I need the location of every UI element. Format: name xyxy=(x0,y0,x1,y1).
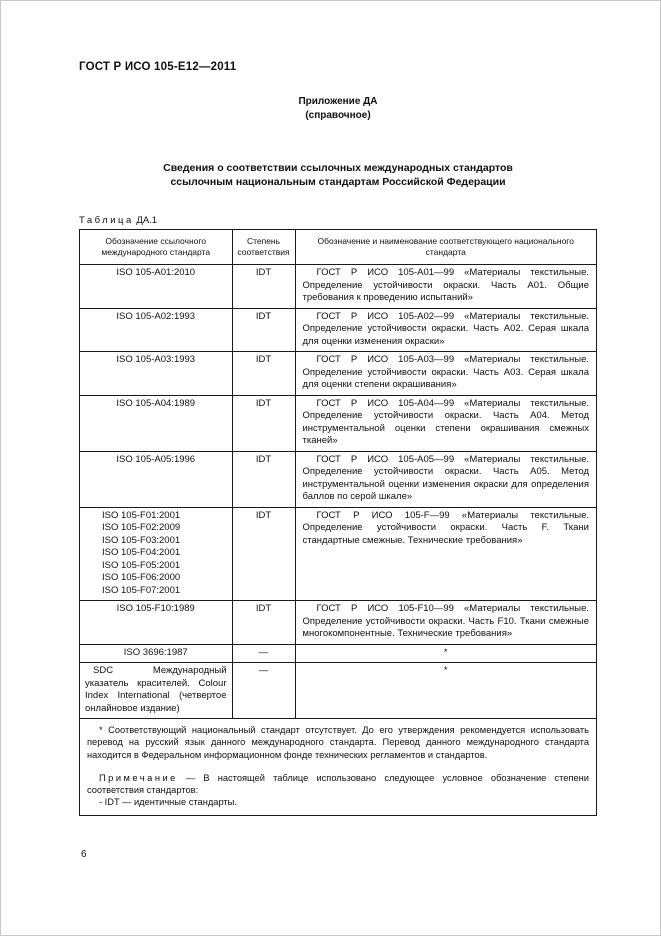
table-row xyxy=(80,265,596,309)
header-national-standard: Обозначение и наименование соответствующего национального стандарта xyxy=(295,230,596,265)
document-title xyxy=(79,161,597,189)
international-standard-cell xyxy=(80,451,232,507)
header-degree: Степень соответствия xyxy=(232,230,295,265)
standard-designation: ISO 105-F10:1989 xyxy=(116,603,195,614)
table-body xyxy=(80,265,596,719)
national-standard-cell: ГОСТ Р ИСО 105-F10—99 «Материалы текстильные. Определение устойчивости окраски. Часть F10. Ткани смежные многокомпонентные. Технические требования» xyxy=(295,601,596,645)
standard-designation: ISO 105-F03:2001 xyxy=(102,534,181,546)
page-content xyxy=(79,61,597,816)
doc-code: ГОСТ Р ИСО 105-Е12—2011 xyxy=(79,61,237,73)
degree-cell: IDT xyxy=(232,352,295,396)
standard-designation: ISO 105-A04:1989 xyxy=(116,397,196,409)
standard-designation: SDC Международный указатель красителей. Colour Index International (четвертое онлайновое издание) xyxy=(85,665,227,714)
international-standard-cell xyxy=(80,507,232,601)
international-standard-cell xyxy=(80,265,232,309)
standards-table xyxy=(80,230,596,719)
standard-designation: ISO 105-F07:2001 xyxy=(102,584,181,596)
standard-designation: ISO 3696:1987 xyxy=(123,646,188,658)
standard-designation: ISO 105-A01:2010 xyxy=(116,267,196,278)
international-standard-cell xyxy=(80,601,232,645)
national-standard-cell: ГОСТ Р ИСО 105-А03—99 «Материалы текстильные. Определение устойчивости окраски. Часть А03. Серая шкала для оценки степени окрашивания» xyxy=(295,352,596,396)
degree-cell: IDT xyxy=(232,451,295,507)
table-row xyxy=(80,308,596,352)
degree-cell: IDT xyxy=(232,308,295,352)
standard-designation: ISO 105-A03:1993 xyxy=(116,354,196,365)
standard-designation: ISO 105-F01:2001 xyxy=(102,509,181,521)
national-standard-cell: ГОСТ Р ИСО 105-А02—99 «Материалы текстильные. Определение устойчивости окраски. Часть А02. Серая шкала для оценки изменения окраски» xyxy=(295,308,596,352)
table-caption-number: ДА.1 xyxy=(136,215,158,226)
degree-cell: IDT xyxy=(232,601,295,645)
table-row xyxy=(80,451,596,507)
standard-designation: ISO 105-F05:2001 xyxy=(102,559,181,571)
standard-designation: ISO 105-F02:2009 xyxy=(102,522,181,533)
annex-heading xyxy=(79,95,597,123)
standards-table-frame xyxy=(79,229,597,816)
standard-designation: ISO 105-F06:2000 xyxy=(102,572,181,583)
national-standard-cell: ГОСТ Р ИСО 105-А05—99 «Материалы текстильные. Определение устойчивости окраски. Часть А05. Метод инструментальной оценки изменения окраски для определения баллов по серой шкале» xyxy=(295,451,596,507)
table-row xyxy=(80,601,596,645)
table-footnotes xyxy=(80,719,596,815)
document-title-line1: Сведения о соответствии ссылочных международных стандартов xyxy=(163,162,513,174)
note-paragraph xyxy=(87,772,589,797)
annex-title: Приложение ДА xyxy=(298,96,378,107)
asterisk-footnote: * Соответствующий национальный стандарт отсутствует. До его утверждения рекомендуется использовать перевод на русский язык данного международного стандарта. Перевод данного международного стандарта находится в Федеральном информационном фонде технических регламентов и стандартов. xyxy=(87,725,589,760)
note-text: — В настоящей таблице использовано следующее условное обозначение степени соответствия стандартов: xyxy=(87,772,589,796)
degree-cell: IDT xyxy=(232,395,295,451)
document-title-line2: ссылочным национальным стандартам Российской Федерации xyxy=(170,176,506,188)
international-standard-cell xyxy=(80,644,232,663)
national-standard-cell: ГОСТ Р ИСО 105-F—99 «Материалы текстильные. Определение устойчивости окраски. Часть F. Ткани стандартные смежные. Технические требования» xyxy=(295,507,596,601)
national-standard-cell: * xyxy=(295,663,596,719)
note-item: - IDT — идентичные стандарты. xyxy=(99,797,237,808)
degree-cell: IDT xyxy=(232,265,295,309)
table-row xyxy=(80,395,596,451)
national-standard-cell: * xyxy=(295,644,596,663)
table-caption xyxy=(79,215,597,226)
international-standard-cell xyxy=(80,663,232,719)
table-row xyxy=(80,352,596,396)
table-row xyxy=(80,507,596,601)
degree-cell: — xyxy=(232,644,295,663)
table-header-row xyxy=(80,230,596,265)
international-standard-cell xyxy=(80,352,232,396)
international-standard-cell xyxy=(80,395,232,451)
international-standard-cell xyxy=(80,308,232,352)
standard-designation: ISO 105-F04:2001 xyxy=(102,547,181,558)
table-row xyxy=(80,644,596,663)
standard-designation: ISO 105-A05:1996 xyxy=(116,453,196,465)
header-international-standard: Обозначение ссылочного международного стандарта xyxy=(80,230,232,265)
national-standard-cell: ГОСТ Р ИСО 105-А04—99 «Материалы текстильные. Определение устойчивости окраски. Часть А04. Метод инструментальной оценки степени окрашивания смежных тканей» xyxy=(295,395,596,451)
table-caption-label: Таблица xyxy=(79,215,134,226)
note-label: Примечание xyxy=(99,772,178,783)
national-standard-cell: ГОСТ Р ИСО 105-А01—99 «Материалы текстильные. Определение устойчивости окраски. Часть А01. Общие требования к проведению испытаний» xyxy=(295,265,596,309)
page-number: 6 xyxy=(81,849,87,860)
degree-cell: IDT xyxy=(232,507,295,601)
degree-cell: — xyxy=(232,663,295,719)
standard-designation: ISO 105-A02:1993 xyxy=(116,310,196,322)
table-row xyxy=(80,663,596,719)
annex-subtitle: (справочное) xyxy=(305,110,371,121)
